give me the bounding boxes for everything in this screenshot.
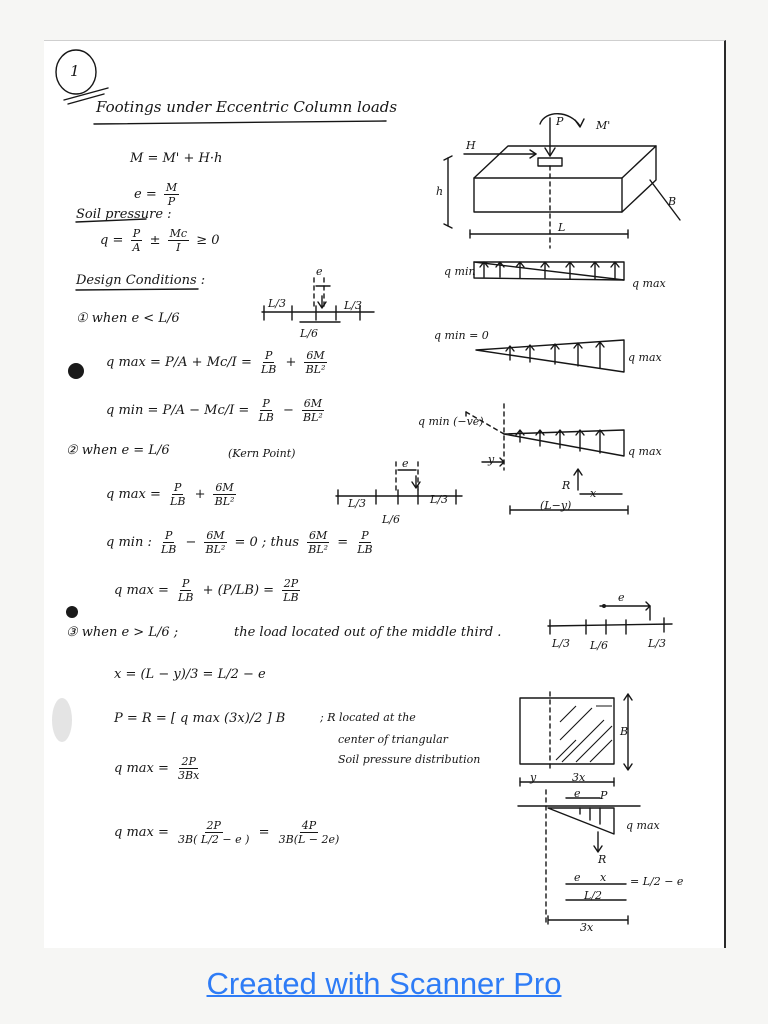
case3-p-equation: P = R = [ q max (3x)/2 ] B [114, 711, 286, 726]
fig-3x-bottom: 3x [580, 921, 594, 934]
fig-b-width: B [668, 195, 677, 208]
pressure-diagram-case3 [518, 787, 640, 924]
eccentricity-equation: e = $\frac{M}{P}$ [134, 181, 178, 208]
soil-pressure-heading: Soil pressure : [76, 207, 172, 222]
case3-r-note-1: ; R located at the [320, 711, 416, 724]
fig-l6-2: L/6 [382, 513, 401, 526]
fig-l6-1: L/6 [300, 327, 319, 340]
pressure-diagram-qmin-zero [476, 340, 624, 372]
fig-e-4: e [574, 787, 581, 800]
fig-l3-2b: L/3 [430, 493, 449, 506]
fig-ly: (L−y) [540, 499, 572, 512]
fig-e-1: e [316, 265, 323, 278]
pressure-diagram-case1 [474, 262, 624, 280]
fig-load-p: P [556, 115, 564, 128]
fig-qmax-1: q max [632, 277, 666, 290]
fig-l3-1b: L/3 [344, 299, 363, 312]
fig-qmin-zero: q min = 0 [434, 329, 489, 342]
fig-l6-3: L/6 [590, 639, 609, 652]
case3-description: the load located out of the middle third . [234, 625, 502, 640]
fig-l3-1a: L/3 [268, 297, 287, 310]
fig-r-3: R [598, 853, 607, 866]
page-number: 1 [70, 62, 80, 80]
fig-3x-top: 3x [572, 771, 586, 784]
fig-e-3: e [618, 591, 625, 604]
scan-smudge [52, 698, 72, 742]
case3-qmax: q max = $\frac{2P}{3Bx}$ [114, 755, 200, 782]
case3-r-note-2: center of triangular [338, 733, 448, 746]
fig-x-3: x [600, 871, 607, 884]
case2-qmin: q min : $\frac{P}{LB}$ − $\frac{6M}{\text{BL²}}$ = 0 ; thus $\frac{6M}{\text{BL²}}$ = $\frac{P}{LB}$ [106, 529, 373, 556]
case2-qmax: q max = $\frac{P}{LB}$ + $\frac{6M}{\text{BL²}}$ [106, 481, 235, 508]
case2-qmax-sum: q max = $\frac{P}{LB}$ + (P/LB) = $\frac{2P}{LB}$ [114, 577, 299, 604]
design-conditions-heading: Design Conditions : [76, 273, 206, 288]
fig-h-force: H [466, 139, 476, 152]
case2-kern-note: (Kern Point) [228, 447, 296, 460]
design-underline [76, 289, 198, 290]
fig-half-l: L/2 [584, 889, 603, 902]
case3-label: ③ when e > L/6 ; [66, 625, 179, 640]
fig-l3-2a: L/3 [348, 497, 367, 510]
case3-x-equation: x = (L − y)/3 = L/2 − e [114, 667, 266, 682]
fig-qmax-3: q max [628, 445, 662, 458]
fig-b-plan: B [620, 725, 629, 738]
fig-qmax-4: q max [626, 819, 660, 832]
fig-qmin-neg: q min (−ve) [418, 415, 484, 428]
scanner-pro-link[interactable]: Created with Scanner Pro [206, 966, 562, 1001]
case1-qmax: q max = P/A + Mc/I = $\frac{P}{LB}$ + $\frac{6M}{\text{BL²}}$ [106, 349, 326, 376]
fig-qmin-1: q min [444, 265, 476, 278]
fig-e-2: e [402, 457, 409, 470]
case2-label: ② when e = L/6 [66, 443, 170, 458]
fig-p-3: P [600, 789, 608, 802]
fig-l-length: L [558, 221, 566, 234]
moment-equation: M = M' + H·h [130, 151, 223, 166]
fig-r-2: R [562, 479, 571, 492]
case1-qmin: q min = P/A − Mc/I = $\frac{P}{LB}$ − $\frac{6M}{\text{BL²}}$ [106, 397, 323, 424]
fig-e-5: e [574, 871, 581, 884]
fig-y-2: y [488, 453, 495, 466]
soil-pressure-equation: q = $\frac{P}{A}$ ± $\frac{Mc}{I}$ ≥ 0 [100, 227, 220, 254]
case1-label: ① when e < L/6 [76, 311, 180, 326]
fig-x-2: x [590, 487, 597, 500]
fig-y-3: y [530, 771, 537, 784]
fig-qmax-2: q max [628, 351, 662, 364]
fig-l3-3a: L/3 [552, 637, 571, 650]
case3-r-note-3: Soil pressure distribution [338, 753, 481, 766]
fig-l3-3b: L/3 [648, 637, 667, 650]
kern-axis-case3 [548, 602, 672, 634]
title-underline [94, 121, 386, 124]
case3-qmax-final: q max = $\frac{2P}{3B( L/2 - e )}$ = $\frac{4P}{3B(L - 2e)}$ [114, 819, 340, 846]
fig-h-height: h [436, 185, 444, 198]
fig-x-equation: = L/2 − e [630, 875, 684, 888]
fig-moment: M' [596, 119, 611, 132]
scan-blot [68, 363, 84, 379]
page-title: Footings under Eccentric Column loads [96, 98, 398, 116]
scan-blot [66, 606, 78, 618]
